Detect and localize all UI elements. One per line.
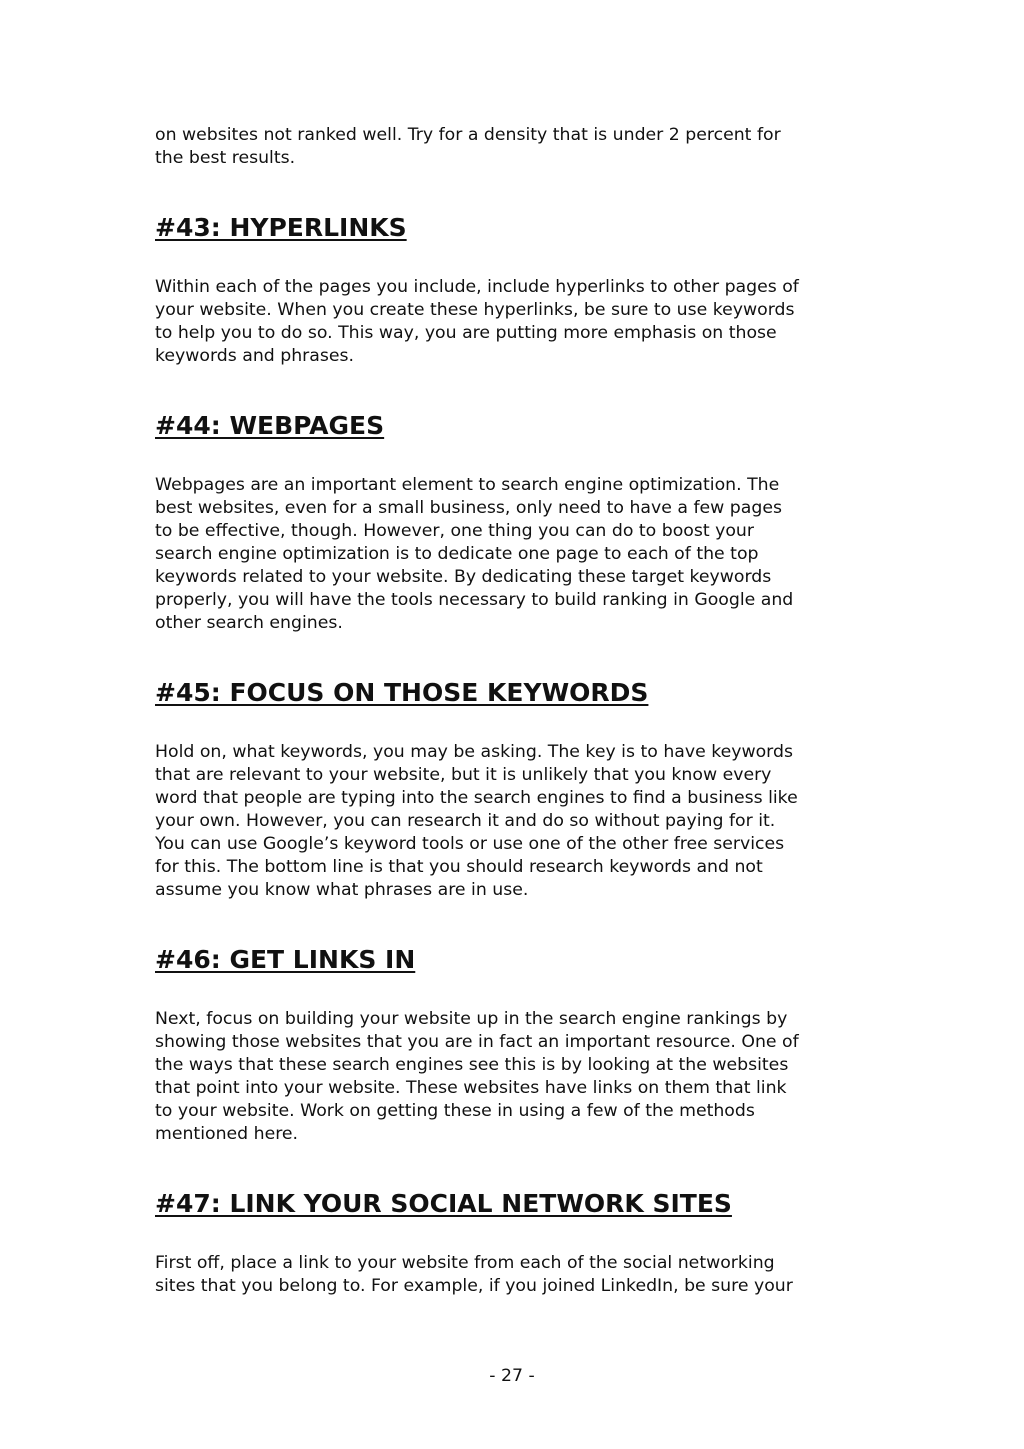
text-line: the best results. (155, 148, 296, 168)
section-heading-link-social-networks: #47: LINK YOUR SOCIAL NETWORK SITES (155, 1189, 732, 1218)
text-line: Webpages are an important element to search engine optimization. The (155, 475, 780, 495)
text-line: keywords and phrases. (155, 346, 354, 366)
intro-paragraph (155, 124, 875, 170)
text-line: other search engines. (155, 613, 343, 633)
text-line: that point into your website. These websites have links on them that link (155, 1078, 787, 1098)
text-line: that are relevant to your website, but it is unlikely that you know every (155, 765, 772, 785)
text-line: search engine optimization is to dedicate one page to each of the top (155, 544, 759, 564)
text-line: assume you know what phrases are in use. (155, 880, 529, 900)
section-paragraph-get-links-in (155, 1008, 875, 1146)
text-line: the ways that these search engines see this is by looking at the websites (155, 1055, 789, 1075)
text-line: mentioned here. (155, 1124, 299, 1144)
section-heading-hyperlinks: #43: HYPERLINKS (155, 213, 407, 242)
section-paragraph-webpages (155, 474, 875, 635)
text-line: Within each of the pages you include, include hyperlinks to other pages of (155, 277, 799, 297)
text-line: to help you to do so. This way, you are putting more emphasis on those (155, 323, 777, 343)
text-line: properly, you will have the tools necessary to build ranking in Google and (155, 590, 794, 610)
document-page (155, 124, 875, 1298)
text-line: word that people are typing into the search engines to find a business like (155, 788, 798, 808)
text-line: Next, focus on building your website up in the search engine rankings by (155, 1009, 788, 1029)
text-line: on websites not ranked well. Try for a density that is under 2 percent for (155, 125, 781, 145)
section-heading-get-links-in: #46: GET LINKS IN (155, 945, 416, 974)
section-paragraph-focus-on-keywords (155, 741, 875, 902)
text-line: best websites, even for a small business, only need to have a few pages (155, 498, 782, 518)
section-paragraph-hyperlinks (155, 276, 875, 368)
text-line: to your website. Work on getting these in using a few of the methods (155, 1101, 755, 1121)
text-line: sites that you belong to. For example, if you joined LinkedIn, be sure your (155, 1276, 793, 1296)
text-line: for this. The bottom line is that you should research keywords and not (155, 857, 763, 877)
text-line: your own. However, you can research it and do so without paying for it. (155, 811, 776, 831)
text-line: You can use Google’s keyword tools or use one of the other free services (155, 834, 785, 854)
section-paragraph-link-social-networks (155, 1252, 875, 1298)
text-line: First off, place a link to your website from each of the social networking (155, 1253, 775, 1273)
page-number: - 27 - (489, 1366, 535, 1386)
text-line: your website. When you create these hyperlinks, be sure to use keywords (155, 300, 795, 320)
text-line: keywords related to your website. By dedicating these target keywords (155, 567, 772, 587)
text-line: showing those websites that you are in fact an important resource. One of (155, 1032, 799, 1052)
section-heading-webpages: #44: WEBPAGES (155, 411, 385, 440)
section-heading-focus-on-keywords: #45: FOCUS ON THOSE KEYWORDS (155, 678, 649, 707)
text-line: Hold on, what keywords, you may be asking. The key is to have keywords (155, 742, 793, 762)
text-line: to be effective, though. However, one thing you can do to boost your (155, 521, 754, 541)
